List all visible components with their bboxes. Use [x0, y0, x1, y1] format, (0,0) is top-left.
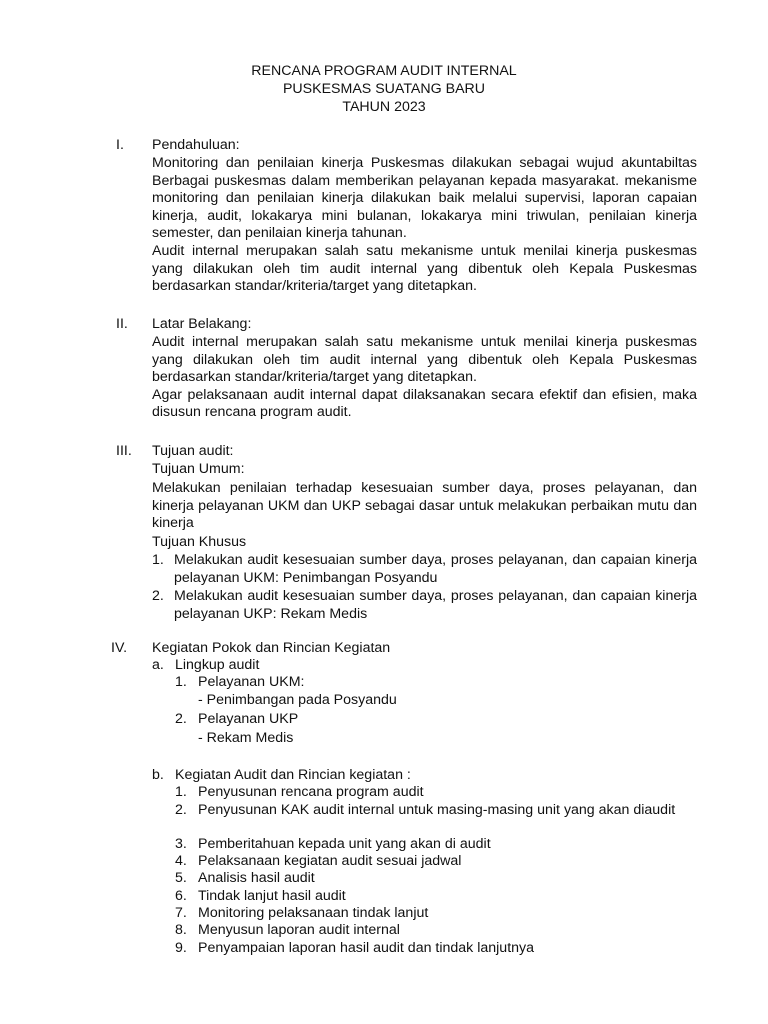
tujuan-umum-text: Melakukan penilaian terhadap kesesuaian sumber daya, proses pelayanan, dan kinerja pelayanan UKM dan UKP sebagai dasar untuk melakukan perbaikan mutu dan kinerja [152, 480, 697, 532]
list-text: Monitoring pelaksanaan tindak lanjut [198, 905, 429, 921]
list-number: 5. [175, 870, 187, 886]
list-text: Melakukan audit kesesuaian sumber daya, proses pelayanan, dan capaian kinerja pelayanan UKP: Rekam Medis [174, 588, 697, 622]
list-text: Penyusunan KAK audit internal untuk masing-masing unit yang akan diaudit [198, 802, 676, 818]
list-text: Pelayanan UKP [198, 711, 299, 727]
list-text: Pelayanan UKM: [198, 674, 305, 690]
list-number: 6. [175, 888, 187, 904]
list-number: 9. [175, 940, 187, 956]
section-1-body [152, 155, 697, 296]
list-text: Pemberitahuan kepada unit yang akan di audit [198, 836, 491, 852]
section-3-numeral: III. [116, 443, 132, 459]
list-number: 3. [175, 836, 187, 852]
section-2-paragraph-2: Agar pelaksanaan audit internal dapat dilaksanakan secara efektif dan efisien, maka disusun rencana program audit. [152, 386, 697, 421]
list-text: Penyampaian laporan hasil audit dan tindak lanjutnya [198, 940, 535, 956]
list-text: Pelaksanaan kegiatan audit sesuai jadwal [198, 853, 462, 869]
section-2-body [152, 334, 697, 422]
section-2-paragraph-1: Audit internal merupakan salah satu mekanisme untuk menilai kinerja puskesmas yang dilakukan oleh tim audit internal yang dibentuk oleh Kepala Puskesmas berdasarkan standar/kriteria/target yang ditetapkan. [152, 334, 697, 386]
list-text: Menyusun laporan audit internal [198, 922, 400, 938]
tujuan-umum-text-block [152, 480, 697, 533]
section-2-title: Latar Belakang: [152, 316, 252, 332]
doc-title-line-1: RENCANA PROGRAM AUDIT INTERNAL [251, 63, 517, 79]
section-1-paragraph-1: Monitoring dan penilaian kinerja Puskesmas dilakukan sebagai wujud akuntabiltas Berbagai puskesmas dalam memberikan pelayanan kepada masyarakat. mekanisme monitoring dan penilaian kinerja dilakukan baik melalui supervisi, laporan capaian kinerja, audit, lokakarya mini bulanan, lokakarya mini triwulan, penilaian kinerja semester, dan penilaian kinerja tahunan. [152, 155, 697, 242]
list-number: 2. [152, 588, 164, 604]
doc-title-line-2: PUSKESMAS SUATANG BARU [282, 81, 486, 97]
section-4-title: Kegiatan Pokok dan Rincian Kegiatan [152, 640, 391, 656]
list-number: 1. [175, 674, 187, 690]
list-number: 7. [175, 905, 187, 921]
list-number: 2. [175, 802, 187, 818]
list-subitem: - Rekam Medis [198, 730, 294, 746]
list-text: Melakukan audit kesesuaian sumber daya, proses pelayanan, dan capaian kinerja pelayanan UKM: Penimbangan Posyandu [174, 552, 697, 586]
list-subitem: - Penimbangan pada Posyandu [198, 692, 397, 708]
section-3-title: Tujuan audit: [152, 443, 234, 459]
subsection-b-number: b. [152, 767, 164, 783]
list-number: 1. [152, 552, 164, 568]
doc-title-line-3: TAHUN 2023 [342, 99, 426, 115]
list-number: 4. [175, 853, 187, 869]
subsection-b-label: Kegiatan Audit dan Rincian kegiatan : [175, 767, 411, 783]
subsection-a-number: a. [152, 657, 164, 673]
section-1-numeral: I. [116, 137, 124, 153]
list-text: Analisis hasil audit [198, 870, 315, 886]
section-2-numeral: II. [116, 316, 128, 332]
section-4-numeral: IV. [111, 640, 128, 656]
list-text: Tindak lanjut hasil audit [198, 888, 346, 904]
section-1-title: Pendahuluan: [152, 137, 240, 153]
list-number: 2. [175, 711, 187, 727]
list-text: Penyusunan rencana program audit [198, 784, 424, 800]
list-number: 1. [175, 784, 187, 800]
subsection-a-label: Lingkup audit [175, 657, 260, 673]
list-number: 8. [175, 922, 187, 938]
tujuan-khusus-label: Tujuan Khusus [152, 534, 247, 550]
tujuan-umum-label: Tujuan Umum: [152, 461, 245, 477]
section-1-paragraph-2: Audit internal merupakan salah satu mekanisme untuk menilai kinerja puskesmas yang dilakukan oleh tim audit internal yang dibentuk oleh Kepala Puskesmas berdasarkan standar/kriteria/target yang ditetapkan. [152, 242, 697, 295]
